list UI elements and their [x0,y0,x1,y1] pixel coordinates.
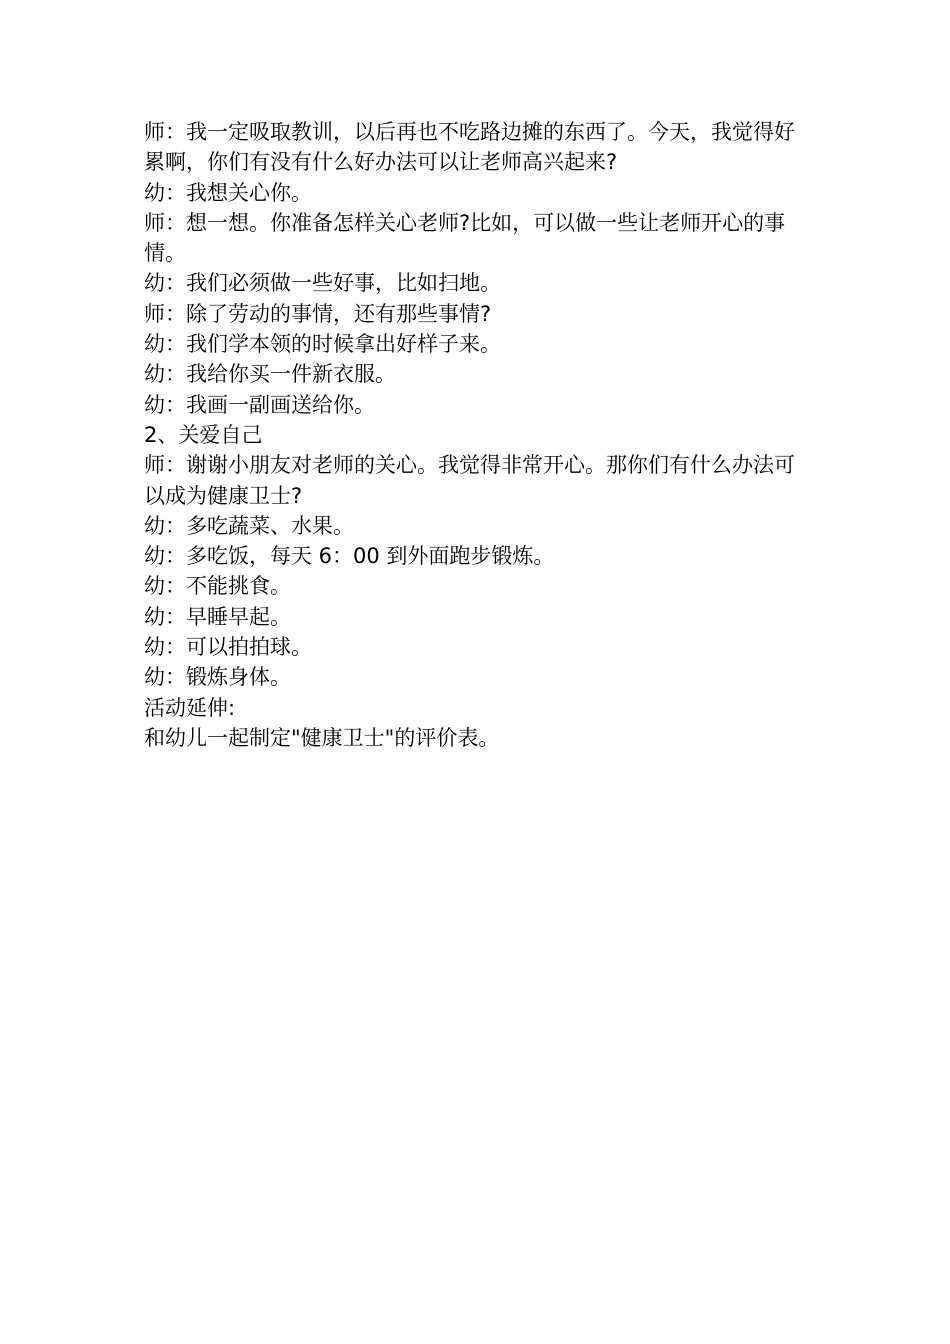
dialogue-teacher-line: 师：除了劳动的事情，还有那些事情? [144,301,492,326]
dialogue-child-line: 幼：我给你买一件新衣服。 [144,362,396,387]
dialogue-child-line: 幼：不能挑食。 [144,574,291,599]
dialogue-child-line: 幼：我们学本领的时候拿出好样子来。 [144,332,501,357]
dialogue-child-line: 幼：早睡早起。 [144,604,291,629]
dialogue-child-line: 幼：锻炼身体。 [144,665,291,690]
dialogue-teacher-line: 师：谢谢小朋友对老师的关心。我觉得非常开心。那你们有什么办法可以成为健康卫士? [144,453,795,508]
body-paragraph: 和幼儿一起制定"健康卫士"的评价表。 [144,725,500,750]
dialogue-teacher-line: 师：想一想。你准备怎样关心老师?比如，可以做一些让老师开心的事情。 [144,210,786,266]
document-body [144,117,814,753]
dialogue-child-line: 幼：我画一副画送给你。 [144,392,375,417]
section-heading: 活动延伸: [144,695,236,720]
section-heading: 2、关爱自己 [144,422,263,447]
dialogue-child-line: 幼：可以拍拍球。 [144,635,312,660]
dialogue-child-line: 幼：多吃饭，每天 6：00 到外面跑步锻炼。 [144,544,555,569]
dialogue-child-line: 幼：多吃蔬菜、水果。 [144,513,354,538]
dialogue-child-line: 幼：我想关心你。 [144,180,312,205]
dialogue-teacher-line: 师：我一定吸取教训，以后再也不吃路边摊的东西了。今天，我觉得好累啊，你们有没有什么好办法可以让老师高兴起来? [144,120,795,175]
dialogue-child-line: 幼：我们必须做一些好事，比如扫地。 [144,271,501,296]
